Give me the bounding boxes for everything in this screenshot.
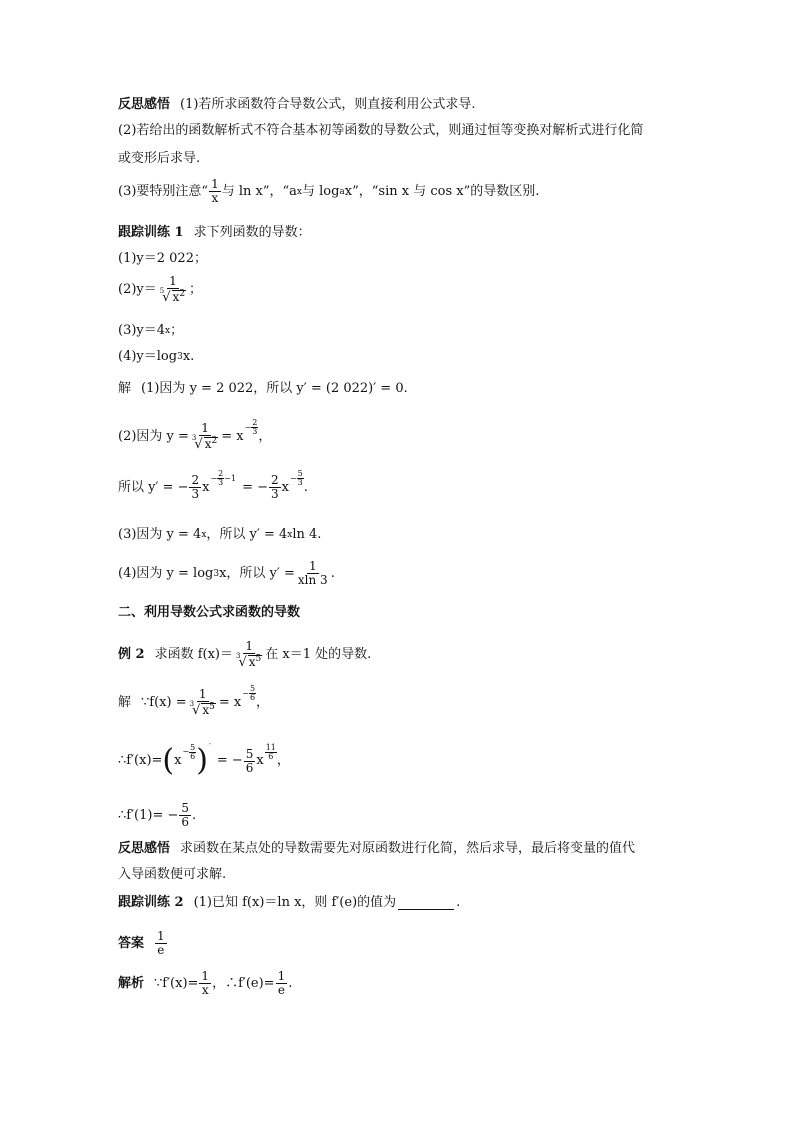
answer-blank	[398, 897, 454, 910]
fraction-1-over-root: 1 5 √ $x^2$	[159, 274, 186, 305]
reflection-line-2	[118, 122, 643, 140]
solution-1-line-3: 所以 y′ = − $\frac{2}{3}$ x − $\frac{2}{3}$ −1 = − $\frac{2}{3}$ x − $\frac{5}{3}$ .	[118, 469, 308, 501]
exercise-1-text: 求下列函数的导数：	[193, 225, 311, 240]
exercise-1-q1: (1)y＝2 022；	[118, 251, 207, 266]
exercise-2: 跟踪训练 2 (1)已知 f(x)＝ln x，则 f′(e)的值为 .	[118, 895, 461, 910]
exercise-1-q2: (2)y＝ 1 5 √ $x^2$ ；	[118, 274, 203, 305]
example-2-title: 例 2	[118, 646, 145, 662]
reflection-2-line-1: 反思感悟 求函数在某点处的导数需要先对原函数进行化简，然后求导，最后将变量的值代	[118, 841, 636, 856]
reflection-text-2: (2)若给出的函数解析式不符合基本初等函数的导数公式，则通过恒等变换对解析式进行化简	[118, 123, 644, 138]
answer-row	[118, 930, 168, 957]
reflection-2-line-2: 入导函数便可求解.	[118, 867, 227, 882]
solution-2-line-2: ∴f′(x)= ( x − $\frac{5}{6}$ ) ′ = − $\frac{5}{6}$ x 11 6 ，	[118, 742, 290, 778]
solution-label: 解	[118, 381, 132, 396]
exercise-1-q3: (3)y＝4 x ；	[118, 323, 184, 338]
reflection-line-3	[118, 150, 200, 168]
exercise-1-title: 跟踪训练 1	[118, 225, 184, 240]
answer-fraction: $\frac{1}{e}$	[157, 929, 165, 957]
solution-1-line-2: (2)因为 y = 1 3 √ $x^2$ = x − $\frac{2}{3}$ ，	[118, 418, 272, 452]
exercise-1-heading	[118, 224, 311, 242]
example-2: 例 2 求函数 f(x)＝ 1 3 √ $x^5$ 在 x＝1 处的导数.	[118, 639, 372, 670]
solution-1-line-1: 解 (1)因为 y = 2 022，所以 y′ = (2 022)′ = 0.	[118, 381, 408, 396]
reflection-text-4d: x”，“sin x 与 cos x”的导数区别.	[344, 183, 540, 199]
solution-2-line-1: 解 ∵f(x) = 1 3 √ $x^5$ = x − $\frac{5}{6}$ ，	[118, 684, 270, 718]
reflection-label: 反思感悟	[118, 97, 171, 112]
fraction-1-over-x: $\frac{1}{x}$	[211, 177, 219, 205]
solution-1-line-5: (4)因为 y = log 3 x，所以 y′ = $\frac{1}{xln 3}$ .	[118, 559, 335, 587]
analysis-row: 解析 ∵f′(x)= $\frac{1}{x}$ ，∴f′(e)= $\frac{1}{e}$ .	[118, 969, 293, 997]
section-2-title: 二、利用导数公式求函数的导数	[118, 605, 301, 620]
answer-label: 答案	[118, 935, 145, 951]
exercise-2-title: 跟踪训练 2	[118, 895, 184, 910]
reflection-text-3: 或变形后求导.	[118, 151, 201, 166]
reflection-line-1	[118, 96, 476, 114]
solution-2-line-3: ∴f′(1)= − $\frac{5}{6}$ .	[118, 801, 197, 829]
analysis-label: 解析	[118, 975, 145, 991]
reflection-text-4a: (3)要特别注意“	[118, 183, 209, 199]
reflection-text-1: (1)若所求函数符合导数公式，则直接利用公式求导.	[180, 97, 476, 112]
solution-1-line-4: (3)因为 y = 4 x ，所以 y′ = 4 x ln 4.	[118, 527, 322, 542]
reflection-text-4b: 与 ln x”，“a	[221, 183, 297, 199]
exercise-1-q4: (4)y＝log 3 x.	[118, 349, 195, 364]
reflection-text-4c: 与 log	[301, 183, 340, 199]
reflection-line-4: (3)要特别注意“ $\frac{1}{x}$ 与 ln x”，“a x 与 log a x”，“sin x 与 cos x”的导数区别.	[118, 177, 540, 205]
